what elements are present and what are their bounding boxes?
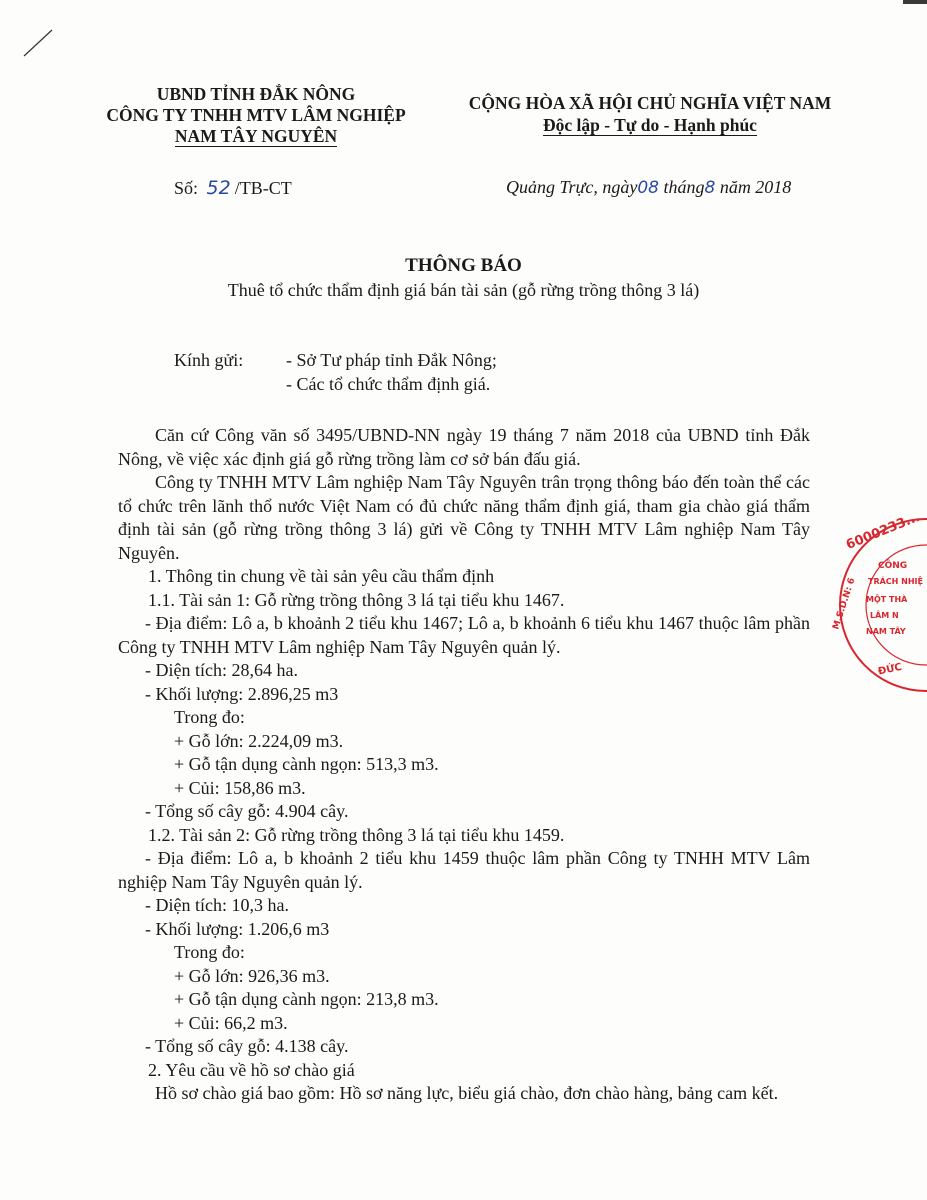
asset-1-firewood: + Củi: 158,86 m3. — [174, 777, 306, 798]
asset-1-branch-timber: + Gỗ tận dụng cành ngọn: 513,3 m3. — [174, 754, 439, 774]
date-year: năm 2018 — [719, 177, 792, 197]
pen-mark — [18, 22, 58, 62]
agency-line-2: CÔNG TY TNHH MTV LÂM NGHIỆP — [106, 105, 406, 125]
date-line — [506, 177, 791, 198]
seal-line: LÂM N — [870, 611, 899, 620]
asset-1-volume: - Khối lượng: 2.896,25 m3 — [145, 683, 339, 704]
seal-line: MỘT THÀ — [866, 595, 908, 604]
asset-2-heading: 1.2. Tài sản 2: Gỗ rừng trồng thông 3 lá tại tiểu khu 1459. — [148, 824, 565, 845]
asset-2-tree-count: - Tổng số cây gỗ: 4.138 cây. — [145, 1036, 349, 1056]
date-month-label: tháng — [663, 177, 705, 197]
section-heading-2: 2. Yêu cầu về hồ sơ chào giá — [148, 1059, 355, 1080]
recipient-item: - Sở Tư pháp tỉnh Đắk Nông; — [286, 350, 497, 370]
recipient-item: - Các tổ chức thẩm định giá. — [286, 374, 491, 394]
asset-2-branch-timber: + Gỗ tận dụng cành ngọn: 213,8 m3. — [174, 989, 439, 1009]
asset-2-large-timber: + Gỗ lớn: 926,36 m3. — [174, 965, 330, 986]
asset-1-breakdown-label: Trong đo: — [174, 707, 245, 727]
agency-header — [88, 84, 424, 147]
seal-line: TRÁCH NHIỆ — [868, 577, 923, 586]
seal-line: NAM TÂY — [866, 627, 906, 636]
asset-2-area: - Diện tích: 10,3 ha. — [145, 895, 289, 915]
date-day-handwritten: 08 — [637, 178, 659, 198]
paragraph-announcement: Công ty TNHH MTV Lâm nghiệp Nam Tây Nguyên trân trọng thông báo đến toàn thể các tổ chức trên lãnh thổ nước Việt Nam có đủ chức năng thẩm định giá, tham gia chào giá thẩm định tài sản (gỗ rừng trồng thông 3 lá) gửi về Công ty TNHH MTV Lâm nghiệp Nam Tây Nguyên. — [118, 472, 810, 563]
doc-number-handwritten: 52 — [206, 177, 231, 199]
company-seal — [816, 510, 927, 700]
document-body — [118, 424, 810, 1106]
national-motto: Độc lập - Tự do - Hạnh phúc — [543, 115, 757, 135]
document-number — [174, 177, 292, 199]
asset-2-firewood: + Củi: 66,2 m3. — [174, 1012, 288, 1033]
seal-ring-text: 6000233... — [844, 510, 923, 553]
seal-line: CÔNG — [878, 561, 908, 571]
doc-number-suffix: /TB-CT — [234, 178, 292, 198]
date-month-handwritten: 8 — [704, 178, 716, 198]
agency-line-1: UBND TỈNH ĐẮK NÔNG — [156, 84, 356, 104]
national-title: CỘNG HÒA XÃ HỘI CHỦ NGHĨA VIỆT NAM — [468, 93, 832, 113]
document-title: THÔNG BÁO — [405, 255, 522, 276]
document-subtitle: Thuê tổ chức thẩm định giá bán tài sản (gỗ rừng trồng thông 3 lá) — [227, 280, 700, 300]
scan-edge-mark — [897, 0, 927, 10]
asset-1-heading: 1.1. Tài sản 1: Gỗ rừng trồng thông 3 lá tại tiểu khu 1467. — [148, 589, 565, 610]
date-place: Quảng Trực, ngày — [506, 177, 638, 197]
recipients-label: Kính gửi: — [174, 350, 244, 370]
asset-1-area: - Diện tích: 28,64 ha. — [145, 660, 298, 680]
asset-1-large-timber: + Gỗ lớn: 2.224,09 m3. — [174, 730, 344, 751]
agency-line-3: NAM TÂY NGUYÊN — [174, 126, 338, 146]
asset-2-volume: - Khối lượng: 1.206,6 m3 — [145, 918, 330, 939]
paragraph-legal-basis: Căn cứ Công văn số 3495/UBND-NN ngày 19 tháng 7 năm 2018 của UBND tỉnh Đắk Nông, về việc xác định giá gỗ rừng trồng làm cơ sở bán đấu giá. — [118, 425, 810, 469]
paragraph-dossier: Hồ sơ chào giá bao gồm: Hồ sơ năng lực, biểu giá chào, đơn chào hàng, bảng cam kết. — [155, 1083, 779, 1103]
seal-side-text: M.S.D.N: 6 — [831, 576, 858, 631]
asset-1-location: - Địa điểm: Lô a, b khoảnh 2 tiểu khu 1467; Lô a, b khoảnh 6 tiểu khu 1467 thuộc lâm phần Công ty TNHH MTV Lâm nghiệp Nam Tây Nguyên quản lý. — [118, 613, 810, 657]
section-heading-1: 1. Thông tin chung về tài sản yêu cầu thẩm định — [148, 566, 495, 586]
national-header — [430, 92, 870, 136]
doc-number-prefix: Số: — [174, 178, 199, 198]
seal-bottom-text: ĐỨC — [877, 661, 903, 678]
asset-1-tree-count: - Tổng số cây gỗ: 4.904 cây. — [145, 801, 349, 821]
asset-2-breakdown-label: Trong đo: — [174, 942, 245, 962]
asset-2-location: - Địa điểm: Lô a, b khoảnh 2 tiểu khu 1459 thuộc lâm phần Công ty TNHH MTV Lâm nghiệp Nam Tây Nguyên quản lý. — [118, 848, 810, 892]
